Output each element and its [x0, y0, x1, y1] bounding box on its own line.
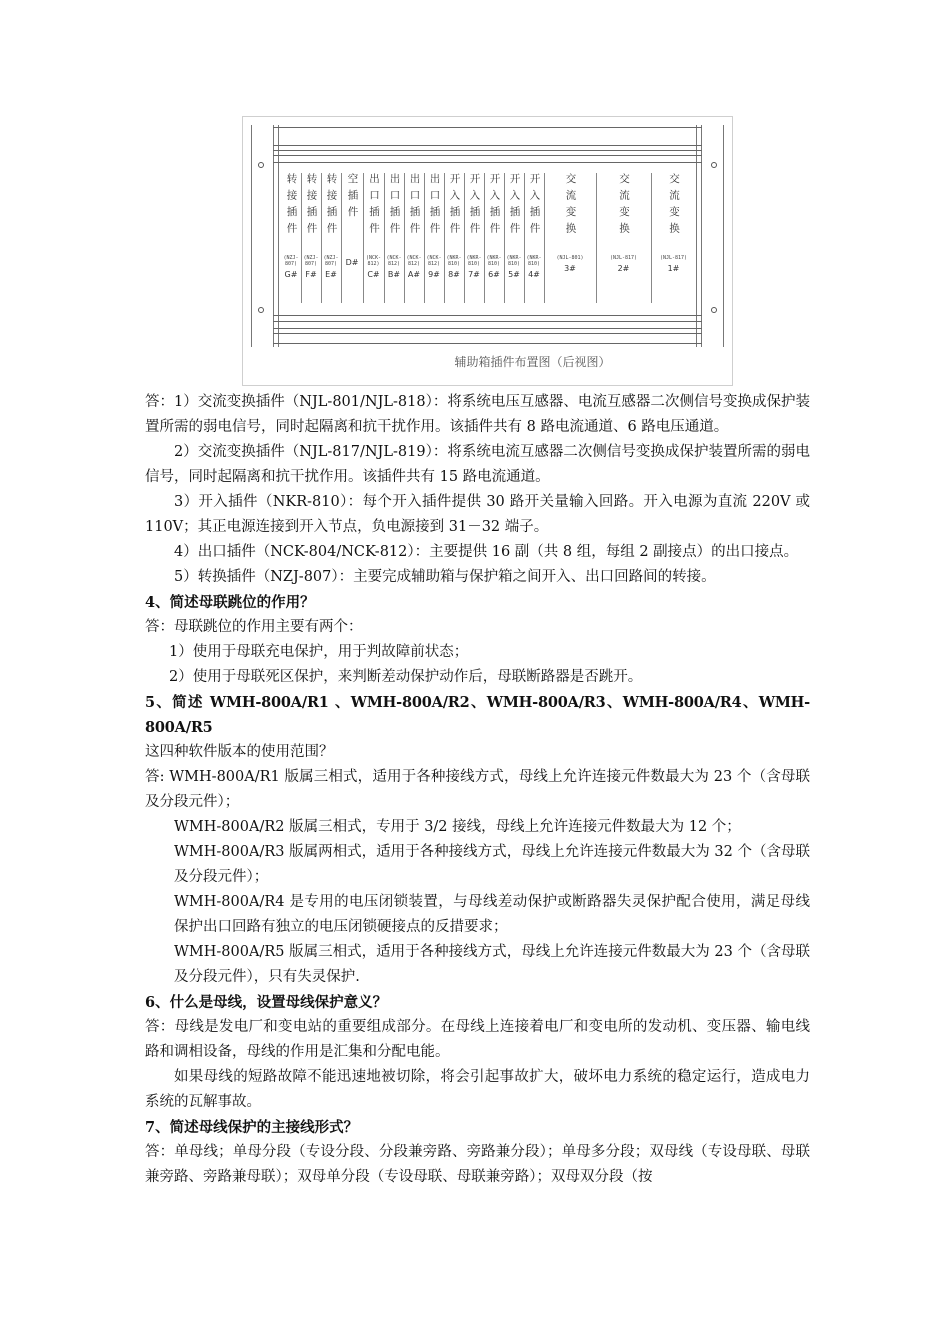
- answer-list-item: 2）使用于母联死区保护，来判断差动保护动作后，母联断路器是否跳开。: [169, 669, 643, 685]
- answer-paragraph: 4）出口插件（NCK-804/NCK-812）：主要提供 16 副（共 8 组，每组 2 副接点）的出口接点。: [174, 544, 799, 560]
- answer-list-item: WMH-800A/R3 版属两相式，适用于各种接线方式，母线上允许连接元件数最大为 32 个（含母联及分段元件）；: [174, 844, 810, 885]
- mount-hole-icon: [258, 307, 264, 313]
- plug-slot-number: G#: [284, 270, 298, 279]
- rail-line: [273, 127, 702, 128]
- plug-slot: [651, 173, 696, 303]
- plug-slot: [321, 173, 341, 303]
- plug-slot: [444, 173, 464, 303]
- plug-slot-label: 空插件: [346, 173, 359, 223]
- mount-hole-icon: [711, 162, 717, 168]
- figure-caption: 辅助箱插件布置图（后视图）: [454, 355, 611, 369]
- mount-hole-icon: [258, 162, 264, 168]
- answer-paragraph: 答：1）交流变换插件（NJL-801/NJL-818）：将系统电压互感器、电流互感器二次侧信号变换成保护装置所需的弱电信号，同时起隔离和抗干扰作用。该插件共有 8 路电流通道、6 路电压通道。: [145, 394, 810, 435]
- question-heading-cont: 这四种软件版本的使用范围？: [145, 744, 334, 760]
- question-heading: 5、简述 WMH-800A/R1 、WMH-800A/R2、WMH-800A/R3、WMH-800A/R4、WMH-800A/R5: [145, 694, 810, 736]
- plug-slot-number: 5#: [508, 270, 520, 279]
- plug-slot: [384, 173, 404, 303]
- rail-line: [273, 343, 702, 344]
- question-heading: 7、简述母线保护的主接线形式？: [145, 1119, 359, 1136]
- rail-line: [273, 145, 702, 146]
- plug-slot-number: F#: [305, 270, 317, 279]
- plug-slot-label: 出口插件: [368, 173, 380, 239]
- plug-slot: [281, 173, 301, 303]
- plug-slot-model: (NKR-810): [466, 255, 482, 267]
- document-body: [145, 390, 810, 1190]
- answer-list-item: WMH-800A/R4 是专用的电压闭锁装置，与母线差动保护或断路器失灵保护配合使用，满足母线保护出口回路有独立的电压闭锁硬接点的反措要求；: [174, 894, 810, 935]
- answer-paragraph: 5）转换插件（NZJ-807）：主要完成辅助箱与保护箱之间开入、出口回路间的转接。: [174, 569, 716, 585]
- plug-slot-number: E#: [325, 270, 337, 279]
- plug-slot-label: 出口插件: [428, 173, 441, 239]
- plug-slot-label: 开入插件: [468, 173, 481, 239]
- plug-slot-label: 开入插件: [448, 173, 461, 239]
- plug-slot: [363, 173, 384, 303]
- plug-slot: [341, 173, 363, 303]
- plug-slot-model: (NCK-812): [365, 255, 382, 267]
- rail-line: [273, 155, 702, 156]
- plug-slot: [301, 173, 321, 303]
- plug-slot-number: 8#: [448, 270, 460, 279]
- answer-list-item: 1）使用于母联充电保护，用于判故障前状态；: [169, 644, 469, 660]
- plug-slot-model: (NZJ-807): [303, 255, 319, 267]
- answer-paragraph: 答: WMH-800A/R1 版属三相式，适用于各种接线方式，母线上允许连接元件数最大为 23 个（含母联及分段元件）；: [145, 769, 810, 810]
- frame-line: [251, 125, 252, 347]
- plug-slot: [504, 173, 524, 303]
- frame-line: [278, 125, 279, 347]
- plug-slot-model: (NZJ-807): [283, 255, 299, 267]
- plug-slot-label: 转接插件: [305, 173, 318, 239]
- question-heading: 4、简述母联跳位的作用？: [145, 594, 315, 611]
- plug-slot-label: 交流变换: [564, 173, 577, 239]
- frame-line: [696, 125, 697, 347]
- answer-paragraph: 2）交流变换插件（NJL-817/NJL-819）：将系统电流互感器二次侧信号变换成保护装置所需的弱电信号，同时起隔离和抗干扰作用。该插件共有 15 路电流通道。: [145, 444, 810, 485]
- plug-slot-label: 开入插件: [488, 173, 501, 239]
- plug-slot-label: 出口插件: [408, 173, 421, 239]
- plug-slot-label: 转接插件: [285, 173, 298, 239]
- plug-slot-number: 4#: [528, 270, 540, 279]
- plug-slot: [596, 173, 651, 303]
- plug-slot-model: (NKR-810): [526, 255, 542, 267]
- plug-slot: [464, 173, 484, 303]
- plug-slot-label: 交流变换: [668, 173, 680, 239]
- plug-slot: [404, 173, 424, 303]
- answer-paragraph: 如果母线的短路故障不能迅速地被切除，将会引起事故扩大，破坏电力系统的稳定运行，造成电力系统的瓦解事故。: [145, 1069, 810, 1110]
- plug-slot-number: C#: [367, 270, 380, 279]
- plug-slot-label: 开入插件: [528, 173, 541, 239]
- plug-slot-model: (NCK-812): [386, 255, 402, 267]
- plug-slot-label: 出口插件: [388, 173, 401, 239]
- plug-slot-model: (NJL-801): [556, 255, 584, 261]
- plug-slot-model: (NCK-812): [426, 255, 442, 267]
- plug-slot-model: (NKR-810): [486, 255, 502, 267]
- plug-slot: [544, 173, 596, 303]
- plug-slot: [524, 173, 544, 303]
- rail-line: [273, 333, 702, 334]
- plug-slot-number: D#: [345, 258, 359, 267]
- plug-slot-number: 6#: [488, 270, 500, 279]
- frame-line: [723, 125, 724, 347]
- plug-slot-number: 3#: [564, 264, 576, 273]
- plug-slot-model: (NZJ-807): [323, 255, 339, 267]
- plug-slot-model: (NJL-817): [609, 255, 638, 261]
- rail-line: [273, 328, 702, 329]
- frame-line: [273, 125, 274, 347]
- plug-slot: [484, 173, 504, 303]
- answer-paragraph: 3）开入插件（NKR-810）：每个开入插件提供 30 路开关量输入回路。开入电源为直流 220V 或 110V；其正电源连接到开入节点，负电源接到 31－32 端子。: [145, 494, 810, 535]
- answer-list-item: WMH-800A/R2 版属三相式，专用于 3/2 接线，母线上允许连接元件数最大为 12 个；: [174, 819, 741, 835]
- plug-slot-number: 2#: [617, 264, 630, 273]
- mount-hole-icon: [711, 307, 717, 313]
- answer-paragraph: 答：母线是发电厂和变电站的重要组成部分。在母线上连接着电厂和变电所的发动机、变压器、输电线路和调相设备，母线的作用是汇集和分配电能。: [145, 1019, 810, 1060]
- rack-panel: [251, 125, 724, 347]
- question-heading: 6、什么是母线，设置母线保护意义？: [145, 994, 388, 1011]
- rail-line: [273, 315, 702, 316]
- plug-slot: [424, 173, 444, 303]
- plug-slot-number: A#: [407, 270, 421, 279]
- rail-line: [273, 150, 702, 151]
- plug-slot-label: 开入插件: [508, 173, 521, 239]
- rail-line: [273, 162, 702, 163]
- plug-slot-model: (NKR-810): [446, 255, 462, 267]
- answer-paragraph: 答：单母线；单母分段（专设分段、分段兼旁路、旁路兼分段）；单母多分段；双母线（专设母联、母联兼旁路、旁路兼母联）；双母单分段（专设母联、母联兼旁路）；双母双分段（按: [145, 1144, 810, 1185]
- plug-layout-figure: [242, 116, 733, 386]
- plug-slot-model: (NJL-817): [659, 255, 688, 261]
- plug-slot-label: 交流变换: [618, 173, 630, 239]
- plug-slot-number: 9#: [428, 270, 440, 279]
- frame-line: [701, 125, 702, 347]
- plug-slot-model: (NKR-810): [506, 255, 522, 267]
- plug-slot-number: 7#: [468, 270, 480, 279]
- rail-line: [273, 321, 702, 322]
- answer-paragraph: 答：母联跳位的作用主要有两个：: [145, 619, 363, 635]
- answer-list-item: WMH-800A/R5 版属三相式，适用于各种接线方式，母线上允许连接元件数最大为 23 个（含母联及分段元件），只有失灵保护.: [174, 944, 810, 985]
- plug-slot-number: 1#: [667, 264, 680, 273]
- plug-slot-number: B#: [387, 270, 401, 279]
- plug-slot-label: 转接插件: [325, 173, 338, 239]
- plug-slot-model: (NCK-812): [406, 255, 422, 267]
